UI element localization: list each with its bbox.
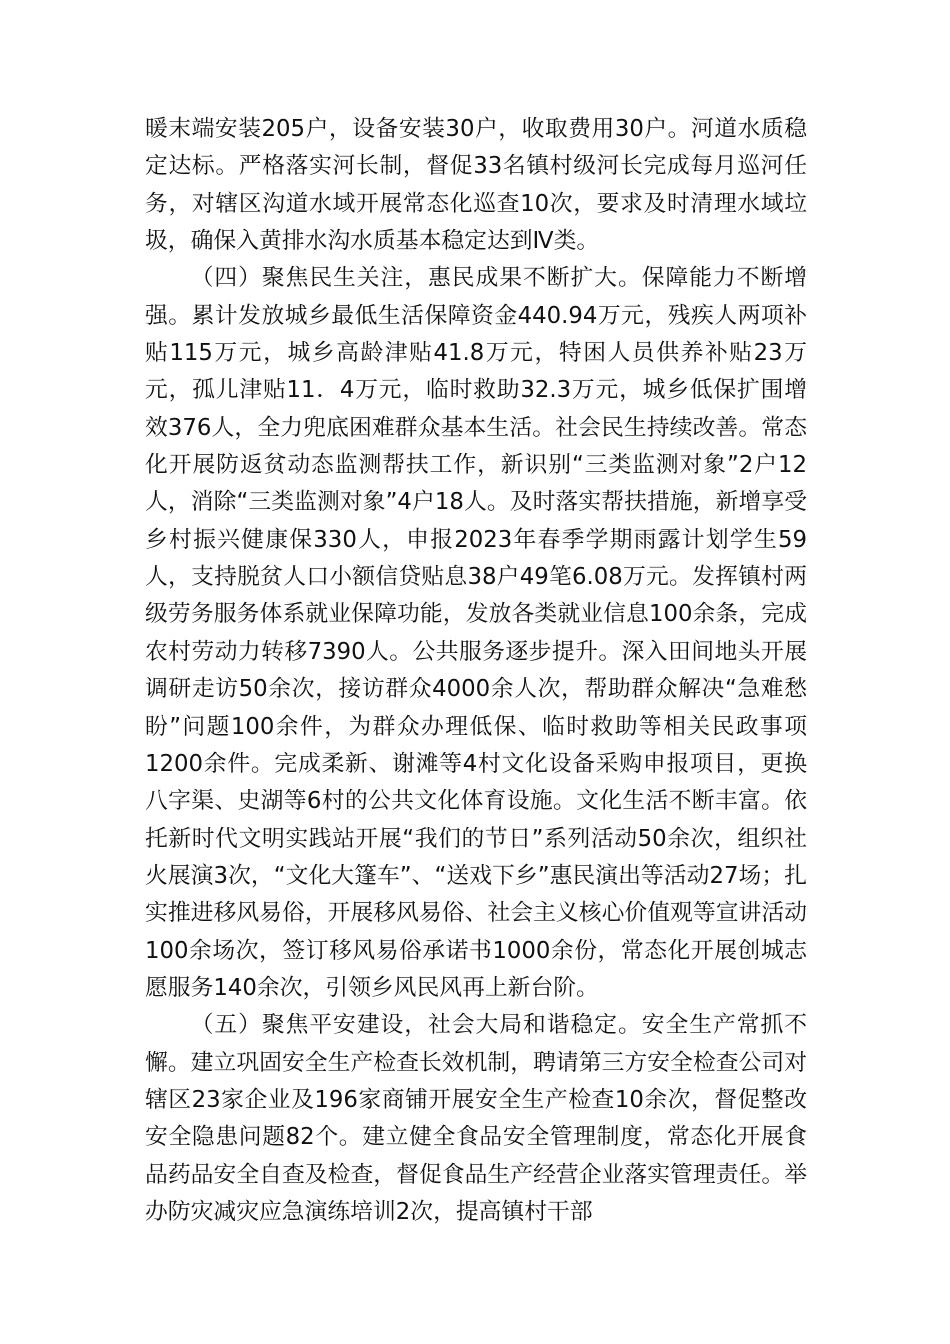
paragraph-section-five: （五）聚焦平安建设，社会大局和谐稳定。安全生产常抓不懈。建立巩固安全生产检查长效机制，聘请第三方安全检查公司对辖区23家企业及196家商铺开展安全生产检查10余次，督促整改安全隐患问题82个。建立健全食品安全管理制度，常态化开展食品药品安全自查及检查，督促食品生产经营企业落实管理责任。举办防灾减灾应急演练培训2次，提高镇村干部	[145, 1012, 807, 1225]
paragraph-continuation: 暖末端安装205户，设备安装30户，收取费用30户。河道水质稳定达标。严格落实河长制，督促33名镇村级河长完成每月巡河任务，对辖区沟道水域开展常态化巡查10次，要求及时清理水域垃圾，确保入黄排水沟水质基本稳定达到Ⅳ类。	[145, 116, 807, 255]
paragraph-section-four: （四）聚焦民生关注，惠民成果不断扩大。保障能力不断增强。累计发放城乡最低生活保障资金440.94万元，残疾人两项补贴115万元，城乡高龄津贴41.8万元，特困人员供养补贴23万元，孤儿津贴11．4万元，临时救助32.3万元，城乡低保扩围增效376人，全力兜底困难群众基本生活。社会民生持续改善。常态化开展防返贫动态监测帮扶工作，新识别“三类监测对象”2户12人，消除“三类监测对象”4户18人。及时落实帮扶措施，新增享受乡村振兴健康保330人，申报2023年春季学期雨露计划学生59人，支持脱贫人口小额信贷贴息38户49笔6.08万元。发挥镇村两级劳务服务体系就业保障功能，发放各类就业信息100余条，完成农村劳动力转移7390人。公共服务逐步提升。深入田间地头开展调研走访50余次，接访群众4000余人次，帮助群众解决“急难愁盼”问题100余件，为群众办理低保、临时救助等相关民政事项1200余件。完成柔新、谢滩等4村文化设备采购申报项目，更换八字渠、史湖等6村的公共文化体育设施。文化生活不断丰富。依托新时代文明实践站开展“我们的节日”系列活动50余次，组织社火展演3次，“文化大篷车”、“送戏下乡”惠民演出等活动27场；扎实推进移风易俗，开展移风易俗、社会主义核心价值观等宣讲活动100余场次，签订移风易俗承诺书1000余份，常态化开展创城志愿服务140余次，引领乡风民风再上新台阶。	[145, 265, 807, 1001]
document-page	[145, 111, 807, 1231]
